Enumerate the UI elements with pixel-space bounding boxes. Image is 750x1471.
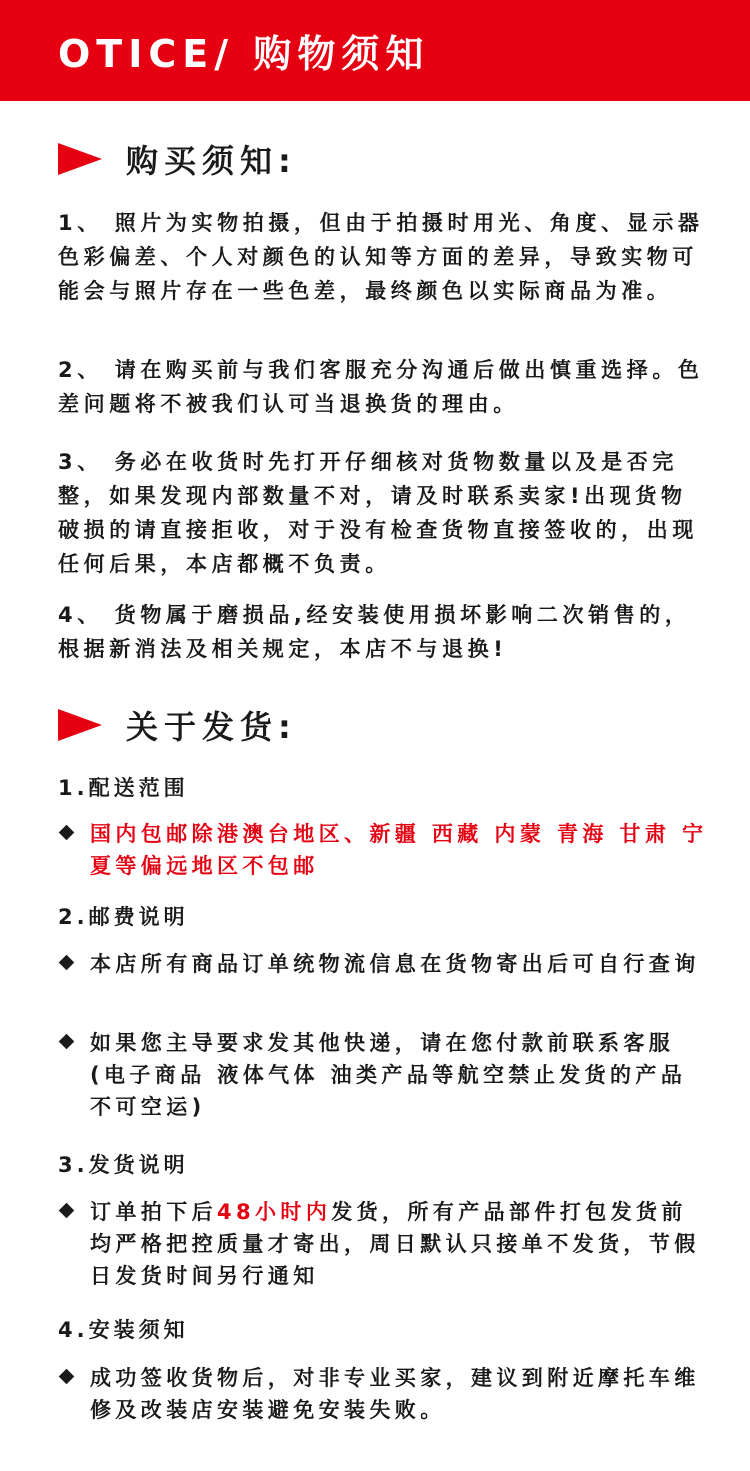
shipping-section-header xyxy=(58,702,297,748)
postage-item-1 xyxy=(58,948,708,980)
postage-title: 2.邮费说明 xyxy=(58,905,189,929)
install-text: 成功签收货物后，对非专业买家，建议到附近摩托车维修及改装店安装避免安装失败。 xyxy=(90,1366,700,1422)
shipping-desc-text xyxy=(90,1196,708,1292)
postage-item-2 xyxy=(58,1027,708,1123)
diamond-bullet-icon xyxy=(58,1196,80,1226)
postage-text-1: 本店所有商品订单统物流信息在货物寄出后可自行查询 xyxy=(90,952,700,976)
shipping-desc-title: 3.发货说明 xyxy=(58,1153,189,1177)
shipping-desc-item xyxy=(58,1196,708,1292)
triangle-arrow-icon xyxy=(58,143,102,175)
shipping-heading: 关于发货: xyxy=(126,708,297,746)
page-banner xyxy=(0,0,750,101)
delivery-range-text: 国内包邮除港澳台地区、新疆 西藏 内蒙 青海 甘肃 宁夏等偏远地区不包邮 xyxy=(90,822,708,878)
purchase-section-header xyxy=(58,136,297,182)
delivery-range-item xyxy=(58,818,708,882)
shipping-desc-pre: 订单拍下后 xyxy=(90,1200,217,1224)
banner-title: OTICE/ 购物须知 xyxy=(58,32,430,76)
purchase-note-2: 2、 请在购买前与我们客服充分沟通后做出慎重选择。色差问题将不被我们认可当退换货的理由。 xyxy=(58,358,704,416)
triangle-arrow-icon xyxy=(58,709,102,741)
shipping-desc-post: 发货，所有产品部件打包发货前均严格把控质量才寄出，周日默认只接单不发货，节假日发货时间另行通知 xyxy=(90,1200,700,1288)
delivery-range-title: 1.配送范围 xyxy=(58,776,189,800)
install-title: 4.安装须知 xyxy=(58,1318,189,1342)
shipping-time-highlight: 48小时内 xyxy=(217,1200,332,1224)
diamond-bullet-icon xyxy=(58,1027,80,1057)
install-item xyxy=(58,1362,708,1426)
postage-text-2: 如果您主导要求发其他快递，请在您付款前联系客服(电子商品 液体气体 油类产品等航空禁止发货的产品不可空运) xyxy=(90,1031,687,1119)
purchase-note-1: 1、 照片为实物拍摄，但由于拍摄时用光、角度、显示器色彩偏差、个人对颜色的认知等方面的差异，导致实物可能会与照片存在一些色差，最终颜色以实际商品为准。 xyxy=(58,211,704,303)
purchase-note-3: 3、 务必在收货时先打开仔细核对货物数量以及是否完整，如果发现内部数量不对，请及时联系卖家!出现货物破损的请直接拒收，对于没有检查货物直接签收的，出现任何后果，本店都概不负责。 xyxy=(58,450,698,576)
purchase-note-4: 4、 货物属于磨损品,经安装使用损坏影响二次销售的，根据新消法及相关规定，本店不与退换! xyxy=(58,603,691,661)
diamond-bullet-icon xyxy=(58,948,80,978)
diamond-bullet-icon xyxy=(58,1362,80,1392)
diamond-bullet-icon xyxy=(58,818,80,848)
purchase-heading: 购买须知: xyxy=(126,142,297,180)
